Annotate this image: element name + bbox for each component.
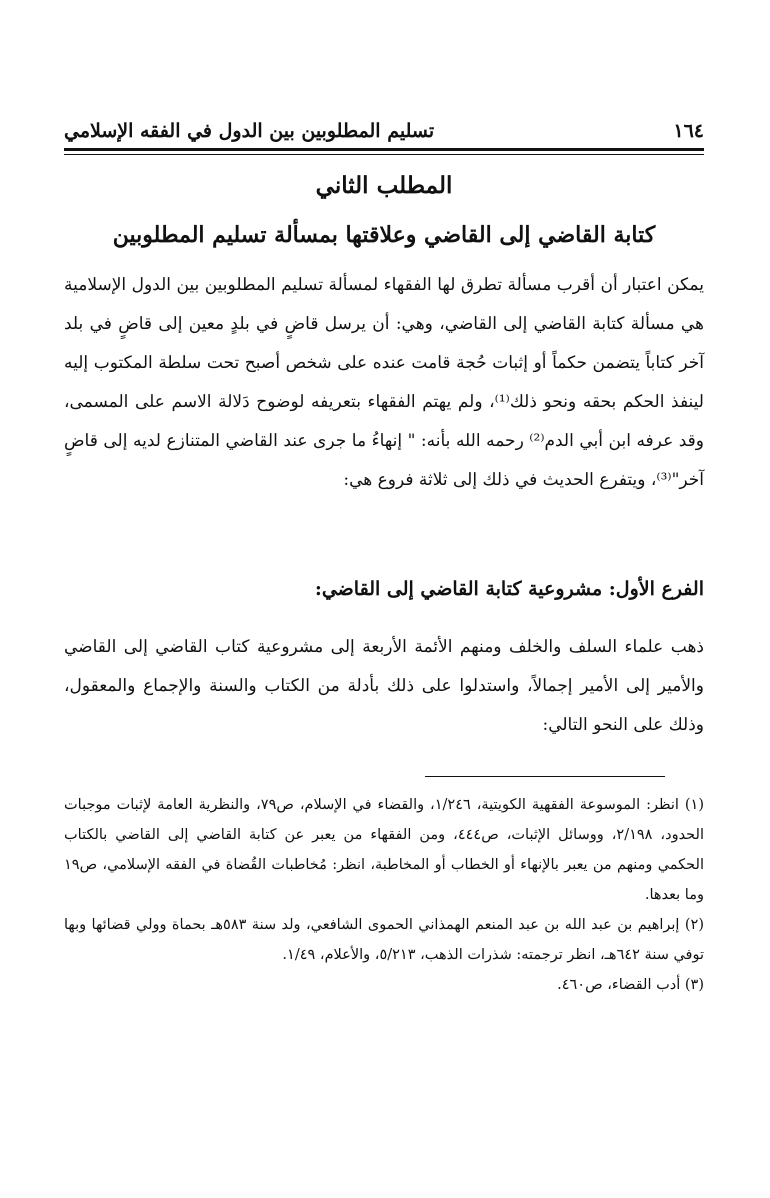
header-rule-thick xyxy=(64,148,704,151)
footnote-2: (٢) إبراهيم بن عبد الله بن عبد المنعم الهمذاني الحموى الشافعي، ولد سنة ٥٨٣هـ بحماة وولي قضائها وبها توفي سنة ٦٤٢هـ، انظر ترجمته: شذرات الذهب، ٥/٢١٣، والأعلام، ١/٤٩. xyxy=(64,917,704,963)
page-header xyxy=(64,113,704,149)
footnotes xyxy=(64,790,704,1000)
running-title: تسليم المطلوبين بين الدول في الفقه الإسلامي xyxy=(64,120,435,142)
footnote-1: (١) انظر: الموسوعة الفقهية الكويتية، ١/٢٤٦، والقضاء في الإسلام، ص٧٩، والنظرية العامة لإثبات موجبات الحدود، ٢/١٩٨، ووسائل الإثبات، ص٤٤٤، ومن الفقهاء من يعبر عن كتابة القاضي إلى القاضي بالكتاب الحكمي ومنهم من يعبر بالإنهاء أو الخطاب أو المخاطبة، انظر: مُخاطبات القُضاة في الفقه الإسلامي، ص١٩ وما بعدها. xyxy=(64,797,704,903)
section-subtitle: كتابة القاضي إلى القاضي وعلاقتها بمسألة تسليم المطلوبين xyxy=(112,222,656,248)
intro-paragraph: يمكن اعتبار أن أقرب مسألة تطرق لها الفقهاء لمسألة تسليم المطلوبين بين الدول الإسلامية هي مسألة كتابة القاضي إلى القاضي، وهي: أن يرسل قاضٍ في بلدٍ معين إلى قاضٍ في بلد آخر كتاباً يتضمن حكماً أو إثبات حُجة قامت عنده على شخص أصبح تحت سلطة المكتوب إليه لينفذ الحكم بحقه ونحو ذلك⁽¹⁾، ولم يهتم الفقهاء بتعريفه لوضوح دَلالة الاسم على المسمى، وقد عرفه ابن أبي الدم⁽²⁾ رحمه الله بأنه: " إنهاءُ ما جرى عند القاضي المتنازع لديه إلى قاضٍ آخر"⁽³⁾، ويتفرع الحديث في ذلك إلى ثلاثة فروع هي: xyxy=(64,275,704,490)
section-title: المطلب الثاني xyxy=(315,172,453,199)
footnote-separator xyxy=(425,776,665,777)
branch-heading: الفرع الأول: مشروعية كتابة القاضي إلى القاضي: xyxy=(314,578,704,600)
page-number: ١٦٤ xyxy=(673,120,704,142)
header-rule-thin xyxy=(64,154,704,155)
branch-paragraph: ذهب علماء السلف والخلف ومنهم الأئمة الأربعة إلى مشروعية كتاب القاضي إلى القاضي والأمير إلى الأمير إجمالاً، واستدلوا على ذلك بأدلة من الكتاب والسنة والإجماع والمعقول، وذلك على النحو التالي: xyxy=(64,637,704,735)
footnote-3: (٣) أدب القضاء، ص٤٦٠. xyxy=(557,977,704,993)
